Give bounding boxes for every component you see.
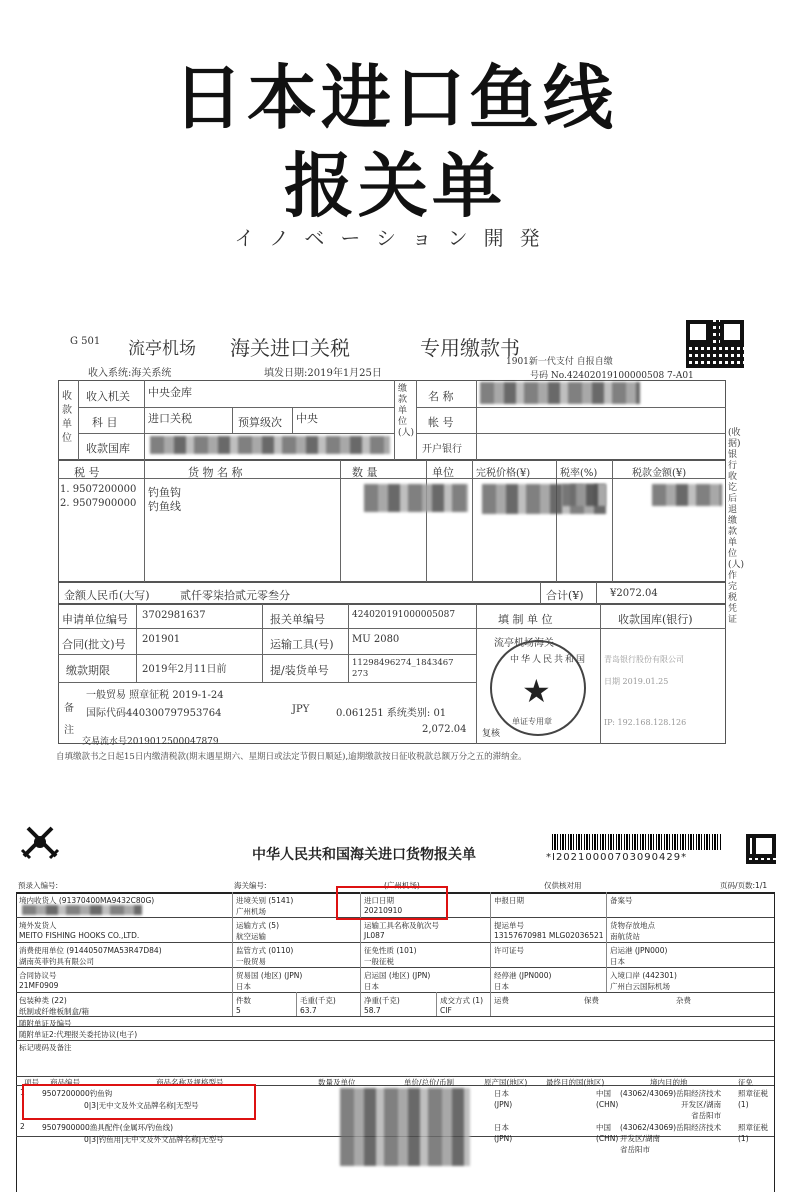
row1-col4-label: 申报日期 [494,896,524,905]
deal-value: CIF [440,1006,452,1015]
row4-col1-label: 合同协议号 [19,971,57,980]
goods-col-domestic: 境内目的地 [650,1078,688,1087]
row3-col5-value: 日本 [610,957,625,966]
net-value: 58.7 [364,1006,381,1015]
goods-2-origin: 日本 (JPN) [494,1123,513,1143]
payer-name-redacted [480,382,640,404]
receipt-code: G 501 [70,336,101,347]
row4-col3-label: 启运国 (地区) (JPN) [364,971,431,980]
item-1-name: 钓鱼钩 [148,486,181,499]
contract-value: 201901 [142,634,181,645]
transport-value: MU 2080 [352,634,400,645]
col-qty: 数 量 [352,466,378,479]
goods-col-price: 单价/总价/币制 [404,1078,455,1087]
goods-1-levy: 照章征税 (1) [738,1089,768,1109]
budget-value: 中央 [296,412,318,425]
payer-account-label: 帐 号 [428,416,454,429]
row2-col2-value: 航空运输 [236,932,266,941]
goods-2-code-name: 9507900000渔具配件(金属环/钓鱼线) [42,1123,174,1132]
receipt-title: 海关进口关税 [230,336,350,360]
row3-col1-label: 消费使用单位 (91440507MA53R47D84) [19,946,162,955]
import-date-highlight [336,886,448,920]
deadline-value: 2019年2月11日前 [142,664,227,675]
goods-col-origin: 原产国(地区) [484,1078,528,1087]
check-label: 复核 [482,729,501,739]
goods-2-domestic: (43062/43069)岳阳经济技术 开发区/湖南 省岳阳市 [620,1123,722,1154]
goods-col-dest: 最终目的国(地区) [546,1078,605,1087]
row4-col3-value: 日本 [364,982,379,991]
row3-col5-label: 启运港 (JPN000) [610,946,668,955]
row2-col1-label: 境外发货人 [19,921,57,930]
row2-col4-value: 13157670981 MLG02036521 [494,931,604,940]
row1-col3-value: 20210910 [364,906,403,915]
remark-currency: JPY [292,704,310,715]
col-unit: 单位 [432,466,454,479]
customs-declaration [16,820,778,1195]
receipt-qr-code [686,320,744,368]
remark-line-2: 国际代码440300797953764 [86,708,222,719]
amount-redacted [652,484,722,506]
subject-label: 科 目 [92,416,118,429]
row1-col2-value: 广州机场 [236,907,266,916]
net-label: 净重(千克) [364,996,400,1005]
goods-col-no: 项号 [24,1078,39,1087]
row2-col4-label: 提运单号 [494,921,524,930]
applicant-no: 3702981637 [142,610,206,621]
fill-unit-label: 填 制 单 位 [498,613,553,626]
col-value: 完税价格(¥) [476,468,531,479]
flow-number: 交易流水号2019012500047879 [82,737,219,747]
goods-values-redacted [340,1088,470,1166]
decl-no: 424020191000005087 [352,610,456,620]
customs-no-label: 海关编号: [234,881,267,890]
goods-col-name: 商品名称及规格型号 [156,1078,224,1087]
consignee-redacted [22,905,142,915]
page-subtitle: 报关单 [284,145,506,227]
deadline-label: 缴款期限 [66,664,110,677]
declaration-title: 中华人民共和国海关进口货物报关单 [252,847,476,863]
decl-no-label: 报关单编号 [270,613,325,626]
treasury-redacted [150,436,390,454]
pieces-value: 5 [236,1006,241,1015]
goods-2-no: 2 [20,1122,25,1131]
rate-redacted [562,484,606,506]
remark-label: 备 注 [64,703,74,736]
income-org-value: 中央金库 [148,386,192,399]
row3-col2-label: 监管方式 (0110) [236,946,294,955]
insurance-label: 保费 [584,996,599,1005]
goods-1-no: 1 [20,1088,25,1097]
row2-col5-label: 货物存放地点 [610,921,655,930]
payer-bank-label: 开户银行 [422,444,462,455]
misc-label: 杂费 [676,996,691,1005]
barcode-text: *I20210000703090429* [546,852,688,863]
budget-label: 预算级次 [238,416,282,429]
item-2-name: 钓鱼线 [148,500,181,513]
total-label: 合计(¥) [546,589,584,602]
goods-2-spec: 0|3|钓鱼用|无中文及外文品牌名称|无型号 [84,1135,224,1144]
bill-label: 提/装货单号 [270,664,329,677]
receipt-side-label-collector: 收款单位 [62,391,72,444]
row2-col1-value: MEITO FISHING HOOKS CO.,LTD. [19,931,140,940]
row3-col4-label: 许可证号 [494,946,524,955]
transport-label: 运输工具(号) [270,638,334,651]
qty-redacted [364,484,468,512]
goods-name-highlight [22,1084,256,1120]
preentry-label: 预录入编号: [18,881,59,890]
row3-col2-value: 一般贸易 [236,957,266,966]
row1-col3-label: 进口日期 [364,896,394,905]
customs-duty-receipt [52,318,752,778]
col-rate: 税率(%) [560,468,598,479]
deal-label: 成交方式 (1) [440,996,484,1005]
goods-col-code: 商品编号 [50,1078,80,1087]
goods-1-code-name: 9507200000钓鱼钩 [42,1089,113,1098]
declaration-barcode [552,834,722,850]
row1-col2-label: 进境关别 (5141) [236,896,294,905]
col-amount: 税款金额(¥) [632,468,687,479]
row2-col3-value: JL087 [364,931,385,940]
treasury-label: 收款国库 [86,442,130,455]
docs-value: 随附单证2:代理报关委托协议(电子) [19,1030,138,1039]
row2-col2-label: 运输方式 (5) [236,921,280,930]
row4-col4-label: 经停港 (JPN000) [494,971,552,980]
row4-col5-value: 广州白云国际机场 [610,982,670,991]
page-count: 页码/页数:1/1 [720,881,768,890]
total-value: ¥2072.04 [610,588,658,599]
bill-value: 11298496274_1843467 273 [352,658,454,679]
stamp-arc-text: 中华人民共和国 [510,655,588,665]
row2-col3-label: 运输工具名称及航次号 [364,921,439,930]
receipt-payment-note: 1901新一代支付 自报自缴 [506,357,613,367]
col-tax-no: 税 号 [74,466,100,479]
receipt-airport: 流亭机场 [128,339,196,359]
row2-col5-value: 南航货站 [610,932,640,941]
bank-stamp-line-3: IP: 192.168.128.126 [604,718,687,727]
pieces-label: 件数 [236,996,251,1005]
declaration-qr-code [746,834,776,864]
subject-value: 进口关税 [148,412,192,425]
pack-label: 包装种类 (22) [19,996,67,1005]
pack-value: 纸制或纤维板制盒/箱 [19,1007,90,1016]
receipt-title-2: 专用缴款书 [420,336,520,360]
remark-rate: 0.061251 系统类别: 01 [336,708,447,719]
receipt-income-system: 收入系统:海关系统 [88,368,172,379]
amount-words: 贰仟零柒拾贰元零叁分 [180,589,290,602]
row3-col3-label: 征免性质 (101) [364,946,417,955]
docs-label: 随附单证及编号 [19,1019,72,1028]
fill-unit-value: 流亭机场海关 [494,638,554,649]
receipt-side-note: (收据)银行收讫后退缴款单位(人)作完税凭证 [728,428,745,625]
contract-label: 合同(批文)号 [62,638,126,651]
row3-col3-value: 一般征税 [364,957,394,966]
customs-place: (广州机场) [384,881,420,890]
remark-line-1: 一般贸易 照章征税 2019-1-24 [86,690,224,701]
goods-2-levy: 照章征税 (1) [738,1123,768,1143]
row4-col4-value: 日本 [494,982,509,991]
row4-col2-label: 贸易国 (地区) (JPN) [236,971,303,980]
goods-1-domestic: (43062/43069)岳阳经济技术 开发区/湖南 省岳阳市 [620,1089,722,1120]
gross-label: 毛重(千克) [300,996,336,1005]
row1-col1-label: 境内收货人 (91370400MA9432C80G) [19,896,155,905]
page-title: 日本进口鱼线 [173,57,617,139]
row4-col1-value: 21MF0909 [19,981,59,990]
receipt-issue-date: 填发日期:2019年1月25日 [264,368,382,379]
marks-label: 标记唛码及备注 [19,1043,72,1052]
receipt-number: 号码 No.42402019100000508 7-A01 [530,371,694,381]
payer-name-label: 名 称 [428,390,454,403]
item-1-tax-no: 1. 9507200000 [60,484,137,495]
row1-col5-label: 备案号 [610,896,633,905]
stamp-star-icon: ★ [522,672,551,710]
income-org-label: 收入机关 [86,390,130,403]
stamp-text: 单证专用章 [512,717,552,726]
goods-1-spec: 0|3|无中文及外文品牌名称|无型号 [84,1101,199,1110]
receipt-footer: 自填缴款书之日起15日内缴清税款(期末遇星期六、星期日或法定节假日顺延),逾期缴款按日征收税款总额万分之五的滞纳金。 [56,752,527,762]
brand-tagline: イノベーション開発 [234,226,556,250]
receipt-side-label-payer: 缴款单位(人) [398,384,415,438]
bank-stamp-line-1: 青岛银行股份有限公司 [604,655,684,664]
bank-stamp-line-2: 日期 2019.01.25 [604,677,669,686]
gross-value: 63.7 [300,1006,317,1015]
customs-emblem-icon [20,824,60,860]
goods-1-dest: 中国 (CHN) [596,1089,619,1109]
goods-col-qty: 数量及单位 [318,1078,356,1087]
row3-col1-value: 湖南英菲钓具有限公司 [19,957,94,966]
item-2-tax-no: 2. 9507900000 [60,498,137,509]
collect-bank-label: 收款国库(银行) [618,613,693,626]
remark-sum: 2,072.04 [422,724,467,735]
col-goods: 货 物 名 称 [188,466,243,479]
goods-2-dest: 中国 (CHN) [596,1123,619,1143]
copy-label: 仅供核对用 [544,881,582,890]
amount-words-label: 金额人民币(大写) [64,589,150,602]
freight-label: 运费 [494,996,509,1005]
applicant-no-label: 申请单位编号 [62,613,128,626]
goods-col-levy: 征免 [738,1078,753,1087]
row4-col2-value: 日本 [236,982,251,991]
goods-1-origin: 日本 (JPN) [494,1089,513,1109]
row4-col5-label: 入境口岸 (442301) [610,971,677,980]
